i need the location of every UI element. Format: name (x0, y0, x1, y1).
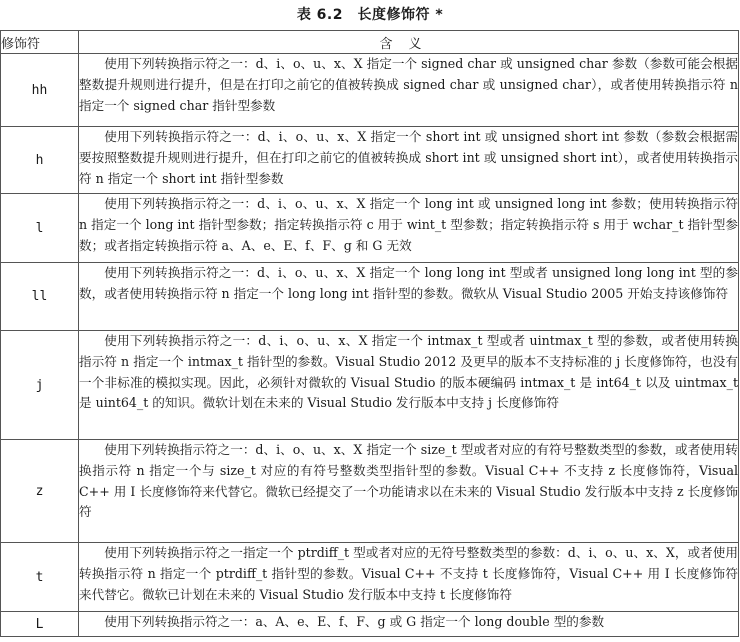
description-text: 使用下列转换指示符之一：d、i、o、u、x、X 指定一个 long int 或 unsigned long int 参数；使用转换指示符 n 指定一个 long int 指针型参数；指定转换指示符 c 用于 wint_t 型参数；指定转换指示符 s 用于 wchar_t 指针型参数；或者指定转换指示符 a、A、e、E、f、F、g 和 G 无效 (79, 196, 738, 253)
modifier-cell: j (1, 331, 79, 440)
description-text: 使用下列转换指示符之一：d、i、o、u、x、X 指定一个 short int 或 unsigned short int 参数（参数会根据需要按照整数提升规则进行提升，但在打印之前它的值被转换成 short int 或 unsigned short int），或者使用转换指示符 n 指定一个 short int 指针型参数 (79, 129, 738, 186)
description-cell (79, 54, 739, 127)
description-cell (79, 440, 739, 543)
description-text: 使用下列转换指示符之一指定一个 ptrdiff_t 型或者对应的无符号整数类型的参数：d、i、o、u、x、X，或者使用转换指示符 n 指定一个 ptrdiff_t 指针型的参数。Visual C++ 不支持 t 长度修饰符，Visual C++ 用 I 长度修饰符来代替它。微软已计划在未来的 Visual Studio 发行版本中支持 t 长度修饰符 (79, 545, 738, 602)
modifier-cell: h (1, 127, 79, 194)
description-cell (79, 127, 739, 194)
table-row (1, 331, 739, 440)
modifier-cell: t (1, 543, 79, 612)
table-caption: 表 6.2 长度修饰符 * (296, 7, 444, 23)
modifier-cell: l (1, 194, 79, 263)
description-cell (79, 263, 739, 331)
table-row (1, 612, 739, 637)
length-modifier-table (0, 30, 739, 637)
modifier-cell: ll (1, 263, 79, 331)
modifier-cell: hh (1, 54, 79, 127)
description-text: 使用下列转换指示符之一：d、i、o、u、x、X 指定一个 signed char 或 unsigned char 参数（参数可能会根据整数提升规则进行提升，但是在打印之前它的值被转换成 signed char 或 unsigned char），或者使用转换指示符 n 指定一个 signed char 指针型参数 (79, 56, 738, 113)
table-header-row (1, 31, 739, 54)
header-modifier: 修饰符 (1, 31, 79, 54)
header-meaning: 含义 (79, 31, 739, 54)
table-row (1, 127, 739, 194)
description-text: 使用下列转换指示符之一：a、A、e、E、f、F、g 或 G 指定一个 long double 型的参数 (104, 614, 605, 629)
description-cell (79, 612, 739, 637)
table-row (1, 54, 739, 127)
table-row (1, 440, 739, 543)
description-cell (79, 543, 739, 612)
description-text: 使用下列转换指示符之一：d、i、o、u、x、X 指定一个 long long int 型或者 unsigned long long int 型的参数，或者使用转换指示符 n 指定一个 long long int 指针型的参数。微软从 Visual Studio 2005 开始支持该修饰符 (79, 265, 738, 301)
modifier-cell: z (1, 440, 79, 543)
description-text: 使用下列转换指示符之一：d、i、o、u、x、X 指定一个 intmax_t 型或者 uintmax_t 型的参数，或者使用转换指示符 n 指定一个 intmax_t 指针型的参数。Visual Studio 2012 及更早的版本不支持标准的 j 长度修饰符，也没有一个非标准的模拟实现。因此，必须针对微软的 Visual Studio 的版本硬编码 intmax_t 是 int64_t 以及 uintmax_t 是 uint64_t 的知识。微软计划在未来的 Visual Studio 发行版本中支持 j 长度修饰符 (79, 333, 738, 411)
table-row (1, 194, 739, 263)
table-row (1, 543, 739, 612)
description-cell (79, 194, 739, 263)
table-row (1, 263, 739, 331)
description-cell (79, 331, 739, 440)
description-text: 使用下列转换指示符之一：d、i、o、u、x、X 指定一个 size_t 型或者对应的有符号整数类型的参数，或者使用转换指示符 n 指定一个与 size_t 对应的有符号整数类型指针型的参数。Visual C++ 不支持 z 长度修饰符，Visual C++ 用 I 长度修饰符来代替它。微软已经提交了一个功能请求以在未来的 Visual Studio 发行版本中支持 z 长度修饰符 (79, 442, 738, 520)
modifier-cell: L (1, 612, 79, 637)
